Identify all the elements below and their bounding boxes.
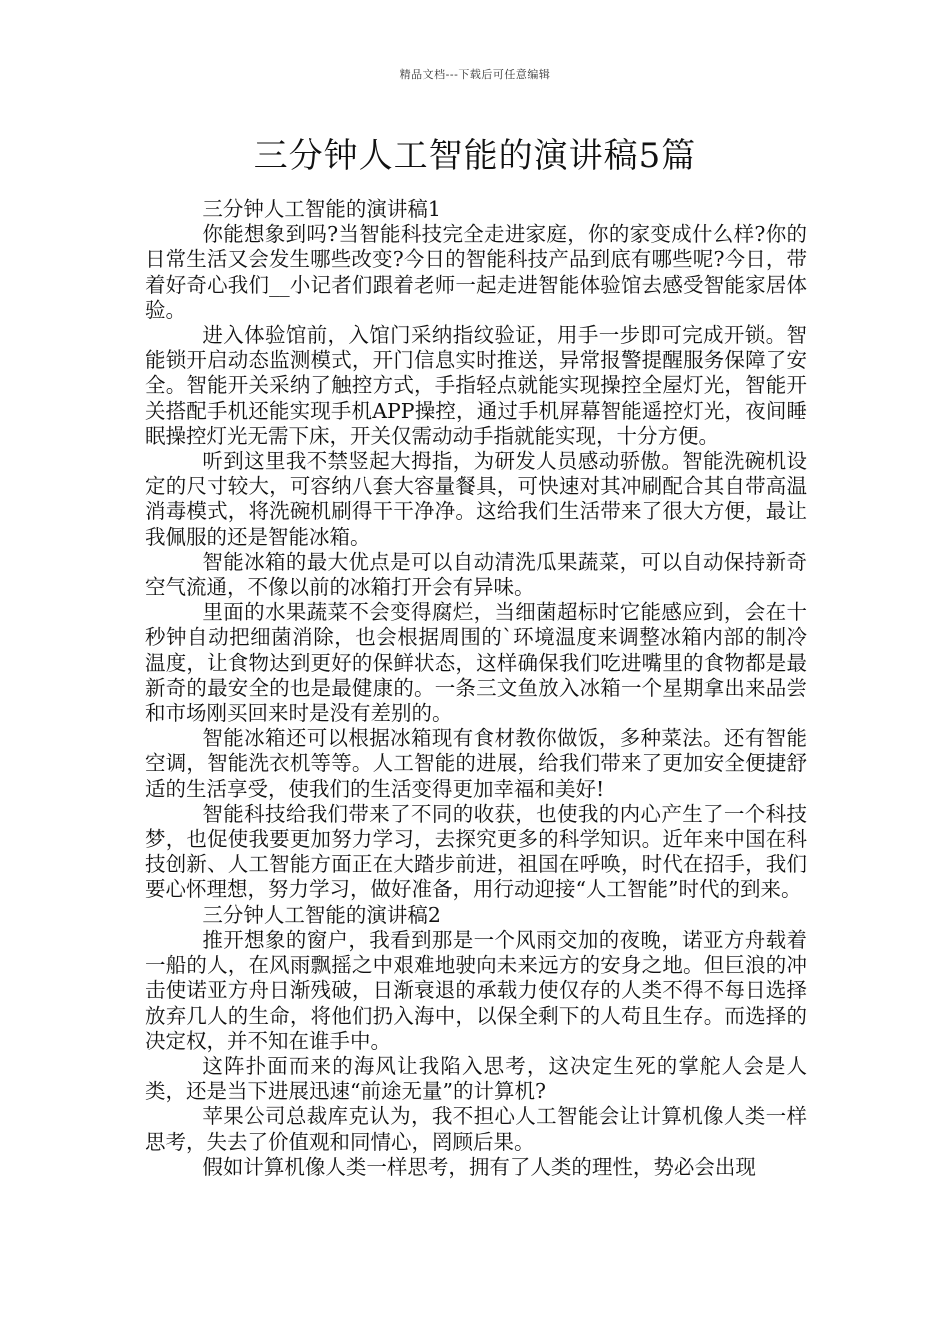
document-title: 三分钟人工智能的演讲稿5篇 <box>253 136 697 176</box>
body-paragraph: 这阵扑面而来的海风让我陷入思考，这决定生死的掌舵人会是人类，还是当下进展迅速“前途无量”的计算机? <box>145 1053 807 1104</box>
body-paragraph: 苹果公司总裁库克认为，我不担心人工智能会让计算机像人类一样思考，失去了价值观和同情心，罔顾后果。 <box>145 1104 807 1154</box>
section-heading-1: 三分钟人工智能的演讲稿1 <box>202 197 441 221</box>
body-paragraph: 你能想象到吗?当智能科技完全走进家庭，你的家变成什么样?你的日常生活又会发生哪些改变?今日的智能科技产品到底有哪些呢?今日，带着好奇心我们__小记者们跟着老师一起走进智能体验馆去感受智能家居体验。 <box>145 222 807 322</box>
body-paragraph: 智能科技给我们带来了不同的收获，也使我的内心产生了一个科技梦，也促使我要更加努力学习，去探究更多的科学知识。近年来中国在科技创新、人工智能方面正在大踏步前进，祖国在呼唤，时代在招手，我们要心怀理想，努力学习，做好准备，用行动迎接“人工智能”时代的到来。 <box>145 801 807 902</box>
body-paragraph: 智能冰箱的最大优点是可以自动清洗瓜果蔬菜，可以自动保持新奇空气流通，不像以前的冰箱打开会有异味。 <box>145 549 807 600</box>
header-note: 精品文档---下载后可任意编辑 <box>399 68 551 81</box>
body-paragraph: 进入体验馆前，入馆门采纳指纹验证，用手一步即可完成开锁。智能锁开启动态监测模式，开门信息实时推送，异常报警提醒服务保障了安全。智能开关采纳了触控方式，手指轻点就能实现操控全屋灯光，智能开关搭配手机还能实现手机APP操控，通过手机屏幕智能遥控灯光，夜间睡眠操控灯光无需下床，开关仅需动动手指就能实现，十分方便。 <box>145 323 807 448</box>
body-paragraph: 听到这里我不禁竖起大拇指，为研发人员感动骄傲。智能洗碗机设定的尺寸较大，可容纳八套大容量餐具，可快速对其冲刷配合其自带高温消毒模式，将洗碗机刷得干干净净。这给我们生活带来了很大方便，最让我佩服的还是智能冰箱。 <box>145 449 807 549</box>
body-paragraph: 智能冰箱还可以根据冰箱现有食材教你做饭，多种菜法。还有智能空调，智能洗衣机等等。人工智能的进展，给我们带来了更加安全便捷舒适的生活享受，使我们的生活变得更加幸福和美好! <box>145 726 807 801</box>
body-paragraph: 里面的水果蔬菜不会变得腐烂，当细菌超标时它能感应到，会在十秒钟自动把细菌消除，也会根据周围的`环境温度来调整冰箱内部的制冷温度，让食物达到更好的保鲜状态，这样确保我们吃进嘴里的食物都是最新奇的最安全的也是最健康的。一条三文鱼放入冰箱一个星期拿出来品尝和市场刚买回来时是没有差别的。 <box>145 600 807 726</box>
section-heading-2: 三分钟人工智能的演讲稿2 <box>202 902 441 927</box>
document-body <box>145 197 807 1180</box>
body-paragraph: 推开想象的窗户，我看到那是一个风雨交加的夜晚，诺亚方舟载着一船的人，在风雨飘摇之中艰难地驶向未来远方的安身之地。但巨浪的冲击使诺亚方舟日渐残破，日渐衰退的承载力使仅存的人类不得不每日选择放弃几人的生命，将他们扔入海中，以保全剩下的人苟且生存。而选择的决定权，并不知在谁手中。 <box>145 927 807 1053</box>
body-paragraph: 假如计算机像人类一样思考，拥有了人类的理性，势必会出现 <box>202 1154 756 1179</box>
